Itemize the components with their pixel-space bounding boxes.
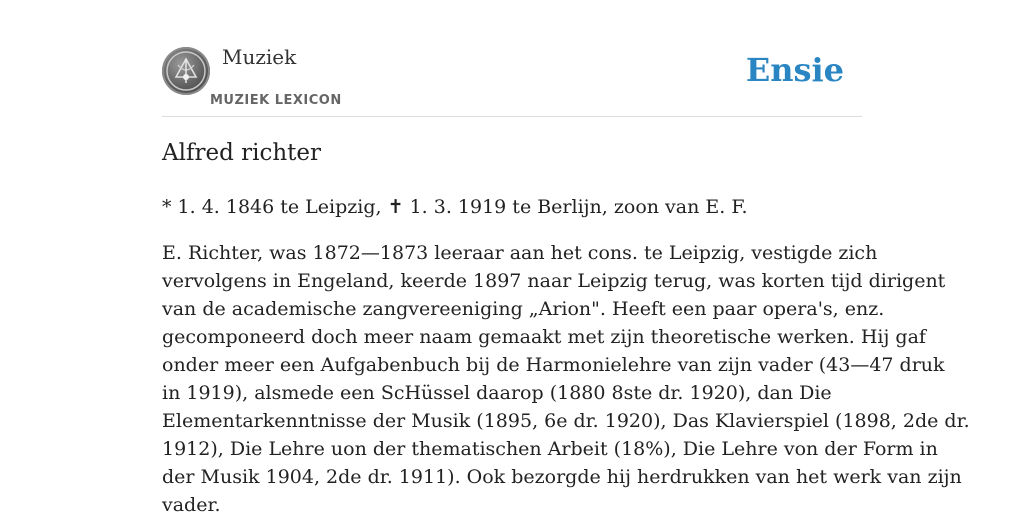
body-line: Elementarkenntnisse der Musik (1895, 6e dr. 1920), Das Klavierspiel (1898, 2de dr. [162,410,970,432]
body-line: 1912), Die Lehre uon der thematischen Arbeit (18%), Die Lehre von der Form in [162,438,938,460]
body-line: E. Richter, was 1872—1873 leeraar aan het cons. te Leipzig, vestigde zich [162,242,878,264]
body-line: vader. [162,494,221,516]
music-lexicon-logo-icon[interactable] [162,47,210,95]
body-line: onder meer een Aufgabenbuch bij de Harmonielehre van zijn vader (43—47 druk [162,354,945,376]
body-line: vervolgens in Engeland, keerde 1897 naar Leipzig terug, was korten tijd dirigent [162,270,946,292]
site-title[interactable]: Muziek [222,45,297,69]
article-title: Alfred richter [162,140,322,166]
body-line: in 1919), alsmede een ScHüssel daarop (1880 8ste dr. 1920), dan Die [162,382,832,404]
body-line: van de academische zangvereeniging „Arion". Heeft een paar opera's, enz. [162,298,885,320]
article-intro: * 1. 4. 1846 te Leipzig, ✝ 1. 3. 1919 te Berlijn, zoon van E. F. [162,196,748,218]
site-header [162,0,862,117]
site-subtitle[interactable]: MUZIEK LEXICON [210,93,342,108]
body-line: der Musik 1904, 2de dr. 1911). Ook bezorgde hij herdrukken van het werk van zijn [162,466,962,488]
brand-logo[interactable]: Ensie [745,51,844,89]
body-line: gecomponeerd doch meer naam gemaakt met zijn theoretische werken. Hij gaf [162,326,926,348]
article-body [162,239,970,519]
page-container [162,0,970,516]
